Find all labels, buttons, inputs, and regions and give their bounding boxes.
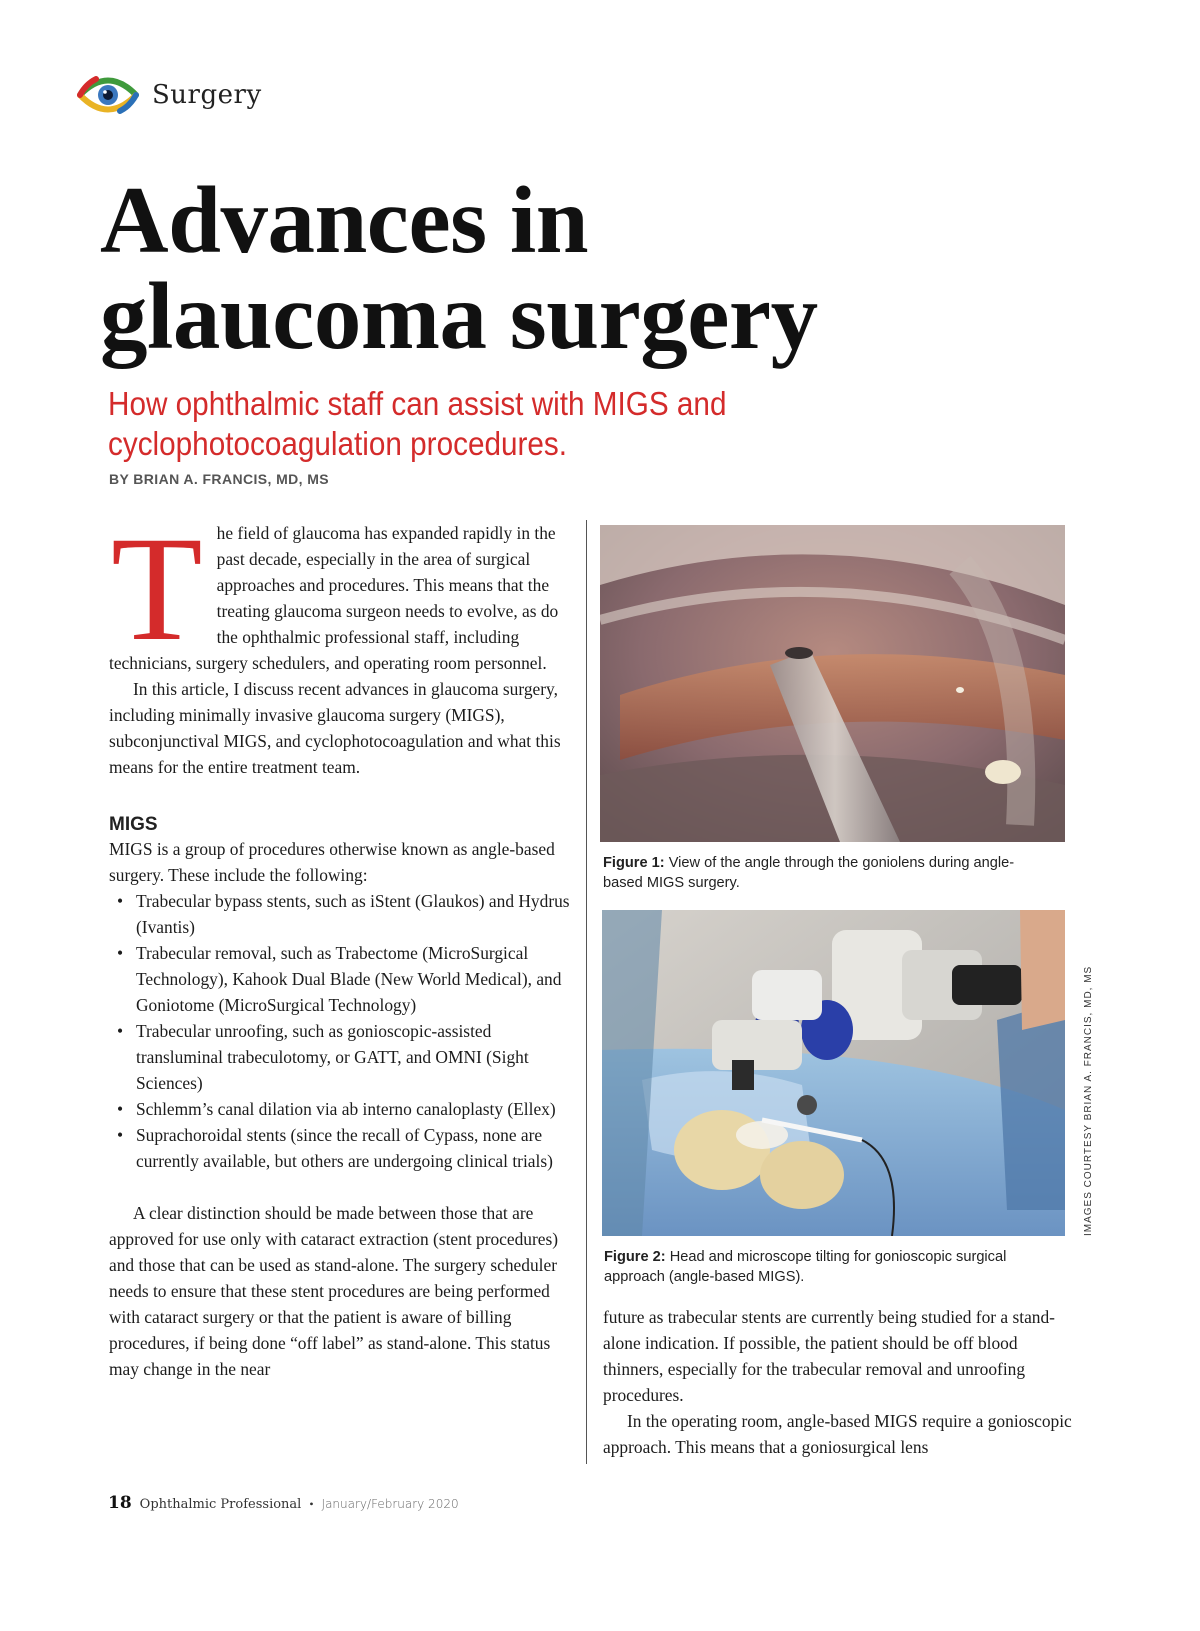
- subtitle-line-1: How ophthalmic staff can assist with MIGS and: [108, 385, 727, 422]
- migs-list: [109, 888, 573, 1174]
- section-header: [76, 72, 262, 118]
- figure-2-image: [602, 910, 1065, 1236]
- right-paragraph-2: In the operating room, angle-based MIGS require a gonioscopic approach. This means that a goniosurgical lens: [603, 1411, 1072, 1457]
- intro-paragraph-1-text: he field of glaucoma has expanded rapidly in the past decade, especially in the area of surgical approaches and procedures. This means that the treating glaucoma surgeon needs to evolve, as do the ophthalmic professional staff, including technicians, surgery schedulers, and operating room personnel.: [109, 523, 559, 673]
- list-item: • Schlemm’s canal dilation via ab interno canaloplasty (Ellex): [109, 1096, 573, 1122]
- figure-2-caption: [604, 1247, 1044, 1287]
- subtitle-line-2: cyclophotocoagulation procedures.: [108, 425, 568, 462]
- figure-1-label: Figure 1:: [603, 855, 665, 871]
- right-paragraph-1: future as trabecular stents are currently being studied for a stand-alone indication. If possible, the patient should be off blood thinners, especially for the trabecular removal and unroofing procedures.: [603, 1307, 1055, 1405]
- article-title: [100, 167, 1000, 369]
- figure-2-label: Figure 2:: [604, 1249, 666, 1265]
- list-item: • Trabecular unroofing, such as gonioscopic-assisted transluminal trabeculotomy, or GATT, and OMNI (Sight Sciences): [109, 1018, 573, 1096]
- intro-paragraph-2: In this article, I discuss recent advances in glaucoma surgery, including minimally invasive glaucoma surgery (MIGS), subconjunctival MIGS, and cyclophotocoagulation and what this means for the entire treatment team.: [109, 679, 561, 777]
- image-credit: IMAGES COURTESY BRIAN A. FRANCIS, MD, MS: [1083, 965, 1094, 1236]
- page-number: 18: [108, 1493, 132, 1513]
- migs-paragraph: A clear distinction should be made between those that are approved for use only with cataract extraction (stent procedures) and those that can be used as stand-alone. The surgery scheduler needs to ensure that these stent procedures are being performed with cataract surgery or that the patient is aware of billing procedures, if being done “off label” as stand-alone. This status may change in the near: [109, 1203, 559, 1379]
- migs-heading: MIGS: [109, 814, 158, 835]
- migs-lead: MIGS is a group of procedures otherwise known as angle-based surgery. These include the following:: [109, 839, 555, 885]
- publication-name: Ophthalmic Professional: [139, 1497, 302, 1512]
- footer-separator: •: [309, 1497, 314, 1511]
- list-item: • Trabecular bypass stents, such as iStent (Glaukos) and Hydrus (Ivantis): [109, 888, 573, 940]
- left-column: [109, 506, 573, 1382]
- column-divider: [586, 520, 587, 1464]
- drop-cap: T: [111, 506, 203, 672]
- article-subtitle: [108, 384, 738, 464]
- section-label: Surgery: [152, 80, 262, 110]
- byline: BY BRIAN A. FRANCIS, MD, MS: [109, 471, 330, 487]
- issue-date: January/February 2020: [321, 1497, 459, 1511]
- figure-1-image: [600, 525, 1065, 842]
- intro-paragraph-1: [109, 506, 573, 676]
- title-line-1: Advances in: [100, 167, 589, 273]
- page-footer: [108, 1493, 459, 1513]
- figure-1-caption: [603, 853, 1043, 893]
- figure-2-caption-text: Head and microscope tilting for gonioscopic surgical approach (angle-based MIGS).: [604, 1249, 1007, 1285]
- title-line-2: glaucoma surgery: [100, 263, 818, 369]
- right-column: [603, 1304, 1073, 1460]
- eye-logo-icon: [76, 72, 140, 118]
- list-item: • Suprachoroidal stents (since the recall of Cypass, none are currently available, but others are undergoing clinical trials): [109, 1122, 573, 1174]
- figure-1-caption-text: View of the angle through the goniolens during angle-based MIGS surgery.: [603, 855, 1015, 891]
- list-item: • Trabecular removal, such as Trabectome (MicroSurgical Technology), Kahook Dual Blade (New World Medical), and Goniotome (MicroSurgical Technology): [109, 940, 573, 1018]
